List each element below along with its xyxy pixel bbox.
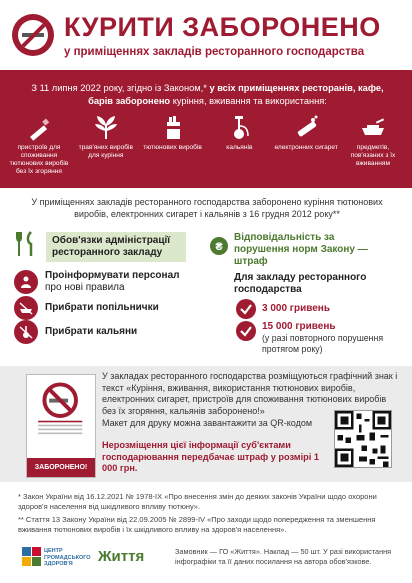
footnote: * Закон України від 16.12.2021 № 1978-IX «Про внесення змін до деяких законів України щодо охорони здоров'я населення від шкідливого впливу тютюну». [18, 492, 377, 511]
banned-item-label: предметів, пов'язаних з їх вживанням [350, 144, 396, 167]
page-subtitle: у приміщеннях закладів ресторанного господарства [64, 46, 365, 58]
liability-subtitle: Для закладу ресторанного господарства [234, 272, 367, 295]
herb-icon [91, 112, 121, 142]
e-cigarette-icon [291, 112, 321, 142]
check-icon [236, 299, 256, 319]
inform-icon [14, 270, 38, 294]
publisher-text: Замовник — ГО «Життя». Наклад — 50 шт. У разі використання інфографіки та її даних посилання на автора обов'язкове. [175, 547, 392, 566]
banner-text [30, 82, 385, 107]
ashtray-icon [358, 112, 388, 142]
public-health-center-logo [22, 545, 92, 569]
no-hookah-icon [14, 320, 38, 344]
duties-title-box [46, 232, 186, 262]
warning-text: Нерозміщення цієї інформації суб'єктами господарювання передбачає штраф у розмірі 1 000 грн. [102, 440, 319, 473]
page-title: КУРИТИ ЗАБОРОНЕНО [64, 12, 381, 42]
duty-item: Прибрати попільнички [45, 302, 159, 313]
banned-item [340, 112, 406, 186]
cigarette-icon [24, 112, 54, 142]
banned-item-label: трав'яних виробів для куріння [78, 144, 133, 159]
sign-requirement-text: У закладах ресторанного господарства розміщуються графічний знак і текст «Куріння, вживання, використання тютюнових виробів, електронних сигарет, пристроїв для споживання тютюнових виробів без їх згоряння, кальянів заборонено!» [102, 371, 398, 416]
banned-item-label: кальянів [226, 144, 253, 151]
logo2-text: Життя [98, 548, 145, 565]
fine-note: (у разі повторного порушення протягом року) [262, 333, 384, 354]
banned-item [273, 112, 339, 186]
check-icon [236, 321, 256, 341]
banned-items-row [6, 112, 406, 186]
banned-item [206, 112, 272, 186]
fine-amount: 15 000 гривень [262, 321, 336, 332]
rule-text: У приміщеннях закладів ресторанного господарства заборонено куріння тютюнових виробів, електронних сигарет і кальянів з 16 грудня 2012 року** [31, 197, 383, 219]
banner-text-bold: у всіх приміщеннях ресторанів, кафе, барів заборонено [88, 83, 384, 106]
banned-item [73, 112, 139, 186]
qr-caption: Макет для друку можна завантажити за QR-кодом [102, 418, 313, 428]
cutlery-icon [12, 229, 42, 259]
zhyttia-logo [98, 548, 168, 572]
banned-item-label: пристроїв для споживання тютюнових виробів без їх згоряння [9, 144, 69, 175]
banner-text-tail: куріння, вживання та використання: [170, 95, 327, 106]
liability-title-box [234, 232, 384, 268]
poster-label: ЗАБОРОНЕНО! [27, 458, 95, 477]
banned-item-label: електронних сигарет [274, 144, 338, 151]
duties-title: Обов'язки адміністрації ресторанного закладу [52, 235, 171, 258]
banned-item [6, 112, 72, 186]
cigarette-pack-icon [158, 112, 188, 142]
no-smoking-icon [12, 14, 54, 56]
footnote: ** Стаття 13 Закону України від 22.09.2005 № 2899-IV «Про заходи щодо попередження та зменшення вживання тютюнових виробів і їх шкідливого впливу на здоров'я населення». [18, 515, 376, 534]
hookah-icon [224, 112, 254, 142]
svg-text:₴: ₴ [215, 241, 223, 253]
banner-text-plain: З 11 липня 2022 року, згідно із Законом,* [31, 83, 210, 93]
fine-amount: 3 000 гривень [262, 303, 330, 314]
duty-item: Прибрати кальяни [45, 326, 138, 337]
no-smoking-sign-icon [27, 375, 95, 457]
qr-code[interactable] [334, 410, 392, 468]
duty-item-bold: Проінформувати персонал [45, 270, 180, 281]
banned-item-label: тютюнових виробів [143, 144, 202, 151]
duty-item [45, 270, 195, 294]
liability-title: Відповідальність за порушення норм Закону — штраф [234, 232, 368, 267]
hryvnia-icon [210, 234, 228, 258]
logo1-text: ЦЕНТР ГРОМАДСЬКОГО ЗДОРОВ'Я [44, 548, 91, 567]
banned-item [140, 112, 206, 186]
duty-item-rest: про нові правила [45, 282, 125, 293]
no-ashtray-icon [14, 296, 38, 320]
